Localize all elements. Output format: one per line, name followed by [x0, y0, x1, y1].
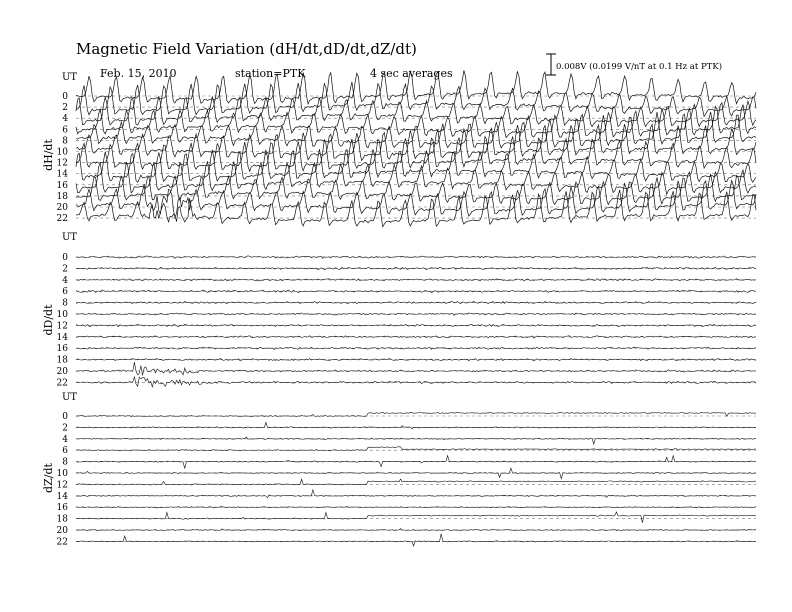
row-label-18: 18	[56, 514, 68, 525]
scale-bar	[546, 54, 556, 75]
row-label-18: 18	[56, 191, 68, 202]
row-label-0: 0	[62, 412, 68, 422]
trace-row-18	[76, 358, 756, 361]
row-label-16: 16	[56, 344, 68, 355]
ut-axis-label: UT	[62, 72, 78, 83]
row-label-20: 20	[56, 367, 68, 377]
row-label-22: 22	[56, 537, 68, 548]
row-label-2: 2	[62, 103, 68, 114]
row-label-4: 4	[62, 275, 68, 286]
row-label-10: 10	[56, 310, 68, 320]
row-label-6: 6	[62, 125, 68, 136]
row-label-16: 16	[56, 503, 68, 514]
chart-title: Magnetic Field Variation (dH/dt,dD/dt,dZ/dt)	[76, 40, 417, 58]
trace-row-2	[76, 422, 756, 428]
row-label-22: 22	[56, 378, 68, 389]
trace-row-4	[76, 437, 756, 444]
row-label-6: 6	[62, 446, 68, 457]
row-label-0: 0	[62, 253, 68, 263]
row-label-12: 12	[56, 480, 68, 491]
row-label-6: 6	[62, 287, 68, 298]
row-label-8: 8	[62, 136, 68, 147]
trace-row-8	[76, 456, 756, 469]
trace-row-18	[76, 512, 756, 523]
row-label-12: 12	[56, 321, 68, 332]
row-label-20: 20	[56, 203, 68, 213]
trace-row-4	[76, 96, 756, 126]
y-axis-label: dZ/dt	[42, 463, 55, 493]
averaging-label: 4 sec averages	[370, 67, 453, 80]
panel-dhdt	[42, 70, 756, 226]
trace-row-20	[76, 362, 756, 375]
date-label: Feb. 15, 2010	[100, 67, 177, 80]
ut-axis-label: UT	[62, 392, 78, 403]
row-label-4: 4	[62, 114, 68, 125]
trace-row-22	[76, 377, 756, 387]
row-label-14: 14	[56, 332, 68, 343]
row-label-0: 0	[62, 92, 68, 102]
row-label-14: 14	[56, 491, 68, 502]
station-label: station=PTK	[235, 67, 306, 80]
row-label-22: 22	[56, 214, 68, 225]
panel-dzdt	[42, 392, 756, 547]
row-label-10: 10	[56, 469, 68, 479]
trace-row-6	[76, 290, 756, 293]
row-label-2: 2	[62, 423, 68, 434]
row-label-12: 12	[56, 158, 68, 169]
y-axis-label: dD/dt	[42, 304, 55, 336]
row-label-14: 14	[56, 169, 68, 180]
trace-row-0	[76, 256, 756, 259]
trace-row-14	[76, 490, 756, 498]
trace-row-2	[76, 82, 756, 117]
row-label-8: 8	[62, 298, 68, 309]
trace-row-22	[76, 534, 756, 546]
row-label-4: 4	[62, 434, 68, 445]
trace-row-20	[76, 529, 756, 531]
ut-axis-label: UT	[62, 232, 78, 243]
row-label-8: 8	[62, 457, 68, 468]
scale-note: 0.008V (0.0199 V/nT at 0.1 Hz at PTK)	[556, 62, 723, 72]
y-axis-label: dH/dt	[42, 139, 55, 171]
row-label-10: 10	[56, 147, 68, 158]
row-label-20: 20	[56, 526, 68, 536]
trace-row-10	[76, 468, 756, 479]
row-label-16: 16	[56, 180, 68, 191]
panel-dddt	[42, 232, 756, 388]
row-label-18: 18	[56, 355, 68, 366]
row-label-2: 2	[62, 264, 68, 275]
trace-row-14	[76, 336, 756, 339]
